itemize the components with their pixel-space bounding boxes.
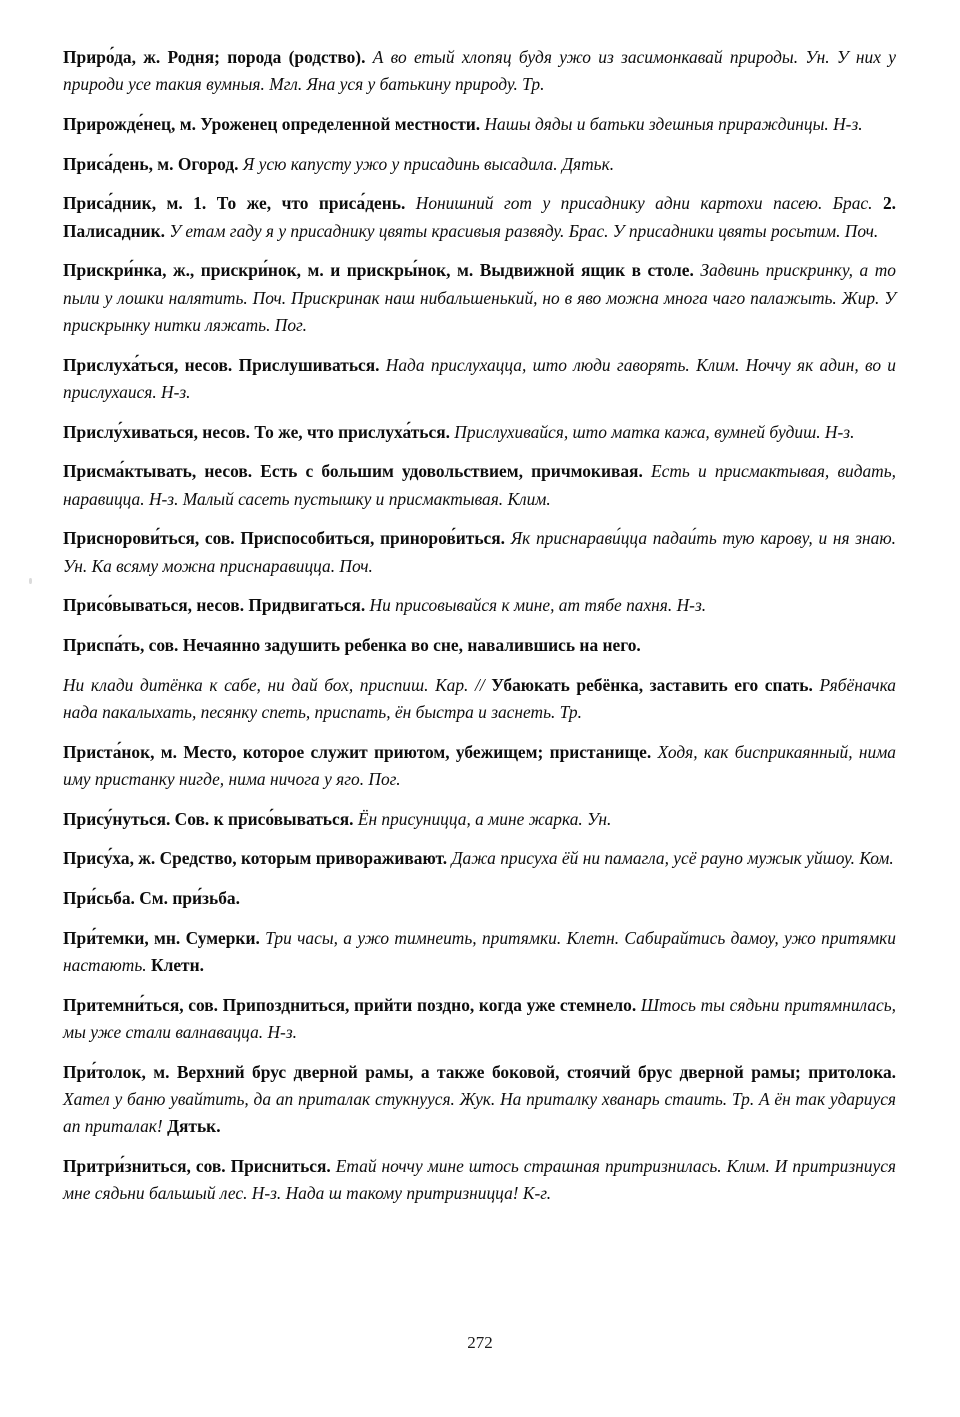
dictionary-entry: Притри́зниться, сов. Присниться. Етай ноччу мине штось страшная притризнилась. Клим. И притризниуся мне сядьни бальшый лес. Н-з. Нада ш такому притризницца! К-г. — [63, 1156, 896, 1204]
dictionary-entry: Присо́вываться, несов. Придвигаться. Ни присовывайся к мине, ат тябе пахня. Н-з. — [63, 595, 707, 616]
text-column — [63, 44, 896, 1207]
dictionary-entry: Прислу́хиваться, несов. То же, что прислуха́ться. Прислухивайся, што матка кажа, вумней будиш. Н-з. — [63, 421, 855, 442]
dictionary-entry: Приса́дник, м. 1. То же, что приса́день. Нонишний гот у присаднику адни картохи пасею. Брас. 2. Палисадник. У етам гаду я у присаднику цвяты красивыя развяду. Брас. У присадники цвяты росьтим. Поч. — [63, 193, 896, 241]
dictionary-entry: Приро́да, ж. Родня; порода (родство). А во етый хлопяц будя ужо из засимонкавай природы. Ун. У них у природи усе такия вумныя. Мгл. Яна уся у батькину природу. Тр. — [63, 47, 896, 95]
scan-artifact-speck — [29, 578, 32, 584]
page-number: 272 — [467, 1333, 493, 1352]
dictionary-entry: Приса́день, м. Огород. Я усю капусту ужо у присадинь высадила. Дятьк. — [63, 153, 615, 174]
dictionary-entry: Прису́нуться. Сов. к присо́вываться. Ён присуницца, а мине жарка. Ун. — [63, 808, 612, 829]
dictionary-entry: При́темки, мн. Сумерки. Три часы, а ужо тимнеить, притямки. Клетн. Сабирайтись дамоу, ужо притямки настають. Клетн. — [63, 927, 896, 976]
dictionary-entry: Притемни́ться, сов. Припоздниться, прийти поздно, когда уже стемнело. Штось ты сядьни притямнилась, мы уже стали валнавацца. Н-з. — [63, 994, 896, 1043]
dictionary-entry: Прискри́нка, ж., прискри́нок, м. и прискры́нок, м. Выдвижной ящик в столе. Задвинь прискринку, а то пыли у лошки налятить. Поч. Прискринак наш нибальшенький, но в яво можна многа чаго палажыть. Жир. У прискрынку нитки ляжать. Пог. — [63, 260, 896, 335]
dictionary-entry: Присма́ктывать, несов. Есть с большим удовольствием, причмокивая. Есть и присмактывая, видать, наравицца. Н-з. Малый сасеть пустышку и присмактывая. Клим. — [63, 461, 897, 509]
dictionary-entry: Прирожде́нец, м. Уроженец определенной местности. Нашы дяды и батьки здешныя прираждинцы. Н-з. — [63, 113, 863, 134]
dictionary-entry: Приснорови́ться, сов. Приспособиться, приноров́иться. Як приснарави́цца падаи́ть тую карову, и ня знаю. Ун. Ка всяму можна приснаравицца. Поч. — [63, 528, 896, 576]
dictionary-entry-continuation: Ни клади дитёнка к сабе, ни дай бох, приспиш. Кар. // Убаюкать ребёнка, заставить его спать. Рябёначка нада пакалыхать, песянку спеть, приспать, ён быстра и заснеть. Тр. — [63, 674, 896, 722]
dictionary-entry: При́сьба. См. при́зьба. — [63, 888, 240, 909]
dictionary-entry: Приспа́ть, сов. Нечаянно задушить ребенка во сне, навалившись на него. — [63, 634, 641, 655]
dictionary-entry: Приста́нок, м. Место, которое служит приютом, убежищем; пристанище. Ходя, как бисприкаянный, нима иму пристанку нигде, нима ничога у яго. Пог. — [63, 741, 897, 789]
dictionary-entry: Прису́ха, ж. Средство, которым привораживают. Дажа присуха ёй ни памагла, усё рауно мужык уйшоу. Ком. — [63, 848, 894, 869]
dictionary-entry: Прислуха́ться, несов. Прислушиваться. Нада прислухацца, што люди гаворять. Клим. Ноччу як адин, во и прислухаися. Н-з. — [63, 354, 896, 402]
dictionary-entry: При́толок, м. Верхний брус дверной рамы, а также боковой, стоячий брус дверной рамы; притолока. Хател у баню увайтить, да ап приталак стукнууся. Жук. На приталку хванарь стаить. Тр. А ён так удариуся ап приталак! Дятьк. — [63, 1061, 896, 1137]
